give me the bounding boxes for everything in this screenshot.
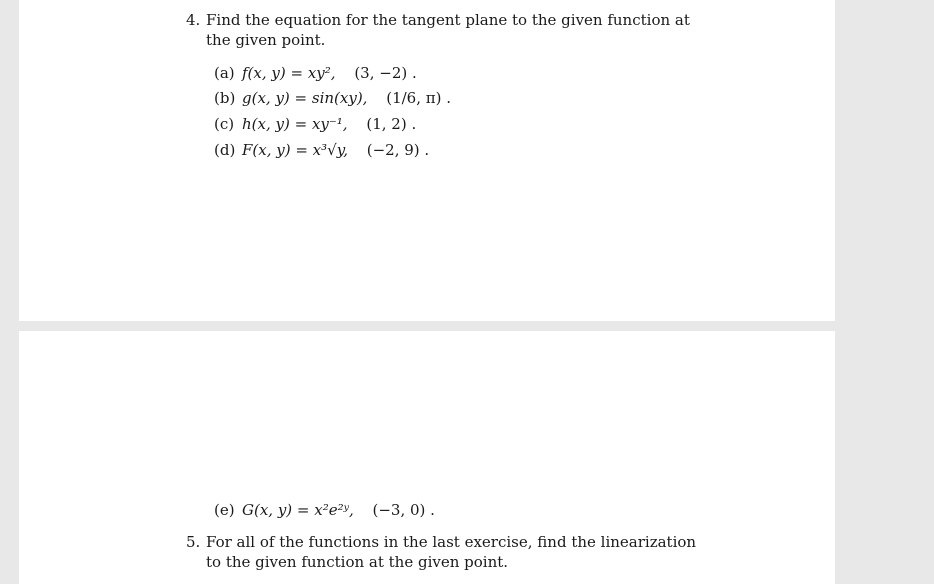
- part-e: [214, 500, 435, 520]
- part-label: (c): [214, 115, 235, 133]
- part-function: G(x, y) = x²e²ʸ,: [242, 501, 359, 519]
- document-page-2: [19, 331, 835, 584]
- part-point: (1, 2) .: [366, 115, 417, 133]
- part-function: g(x, y) = sin(xy),: [242, 89, 373, 107]
- part-d: [214, 140, 429, 160]
- problem-5: [186, 532, 706, 572]
- part-label: (e): [214, 501, 235, 519]
- part-function: h(x, y) = xy⁻¹,: [242, 115, 353, 133]
- part-function: F(x, y) = x³√y,: [242, 141, 353, 159]
- part-point: (3, −2) .: [354, 64, 417, 82]
- part-point: (1/6, π) .: [386, 89, 451, 107]
- part-function: f(x, y) = xy²,: [242, 64, 341, 82]
- part-point: (−3, 0) .: [372, 501, 435, 519]
- problem-text: For all of the functions in the last exercise, find the linearization to the given function at the given point.: [206, 533, 697, 571]
- problem-number: 5.: [186, 533, 201, 551]
- part-point: (−2, 9) .: [366, 141, 430, 159]
- part-b: [214, 88, 451, 108]
- problem-text: Find the equation for the tangent plane to the given function at the given point.: [206, 11, 690, 49]
- problem-number: 4.: [186, 11, 201, 29]
- part-a: [214, 63, 417, 83]
- document-page-1: [19, 0, 835, 321]
- part-c: [214, 114, 416, 134]
- part-label: (d): [214, 141, 236, 159]
- part-label: (b): [214, 89, 236, 107]
- part-label: (a): [214, 64, 235, 82]
- problem-4: [186, 10, 706, 50]
